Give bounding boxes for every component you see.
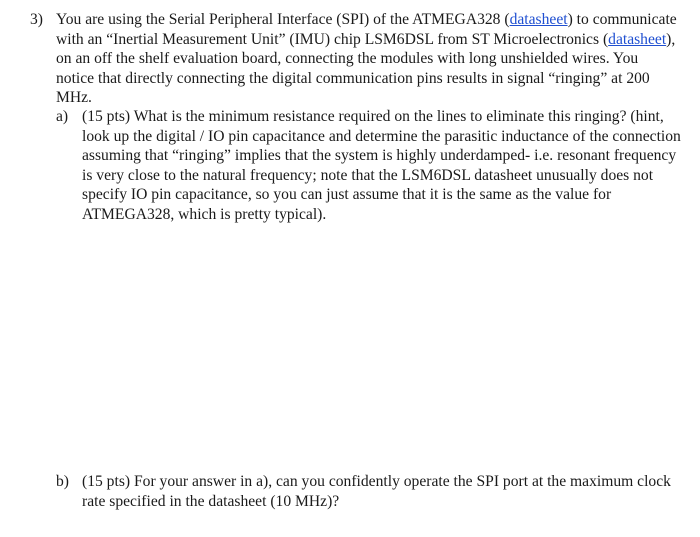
question-number: 3) — [30, 11, 43, 28]
part-a-text: (15 pts) What is the minimum resistance required on the lines to eliminate this ringing? (hint, look up the digital / IO pin capacitance and determine the parasitic inductance of the connection assuming that “ringing” implies that the system is highly underdamped- i.e. resonant frequency is very close to the natural frequency; note that the LSM6DSL datasheet unusually does not specify IO pin capacitance, so you can just assume that it is the same as the value for ATMEGA328, which is pretty typical). — [82, 108, 681, 223]
question-3-text — [56, 10, 680, 108]
lsm6dsl-datasheet-link[interactable]: datasheet — [608, 30, 667, 48]
part-a-label: a) — [56, 108, 69, 125]
part-b-text: (15 pts) For your answer in a), can you confidently operate the SPI port at the maximum clock rate specified in the datasheet (10 MHz)? — [82, 473, 671, 510]
question-text-part1: You are using the Serial Peripheral Interface (SPI) of the ATMEGA328 ( — [56, 11, 510, 28]
part-b — [56, 472, 681, 511]
part-b-label: b) — [56, 473, 69, 490]
question-text-part2: ) to communicate with an “Inertial Measurement Unit” (IMU) chip LSM6DSL from ST Microelectronics ( — [56, 11, 677, 48]
question-text-part3: ), on an off the shelf evaluation board, connecting the modules with long unshielded wires. You notice that directly connecting the digital communication pins results in signal “ringing” at 200 MHz. — [56, 30, 676, 106]
part-a — [56, 107, 681, 224]
question-3 — [30, 10, 680, 108]
atmega328-datasheet-link[interactable]: datasheet — [509, 11, 568, 28]
